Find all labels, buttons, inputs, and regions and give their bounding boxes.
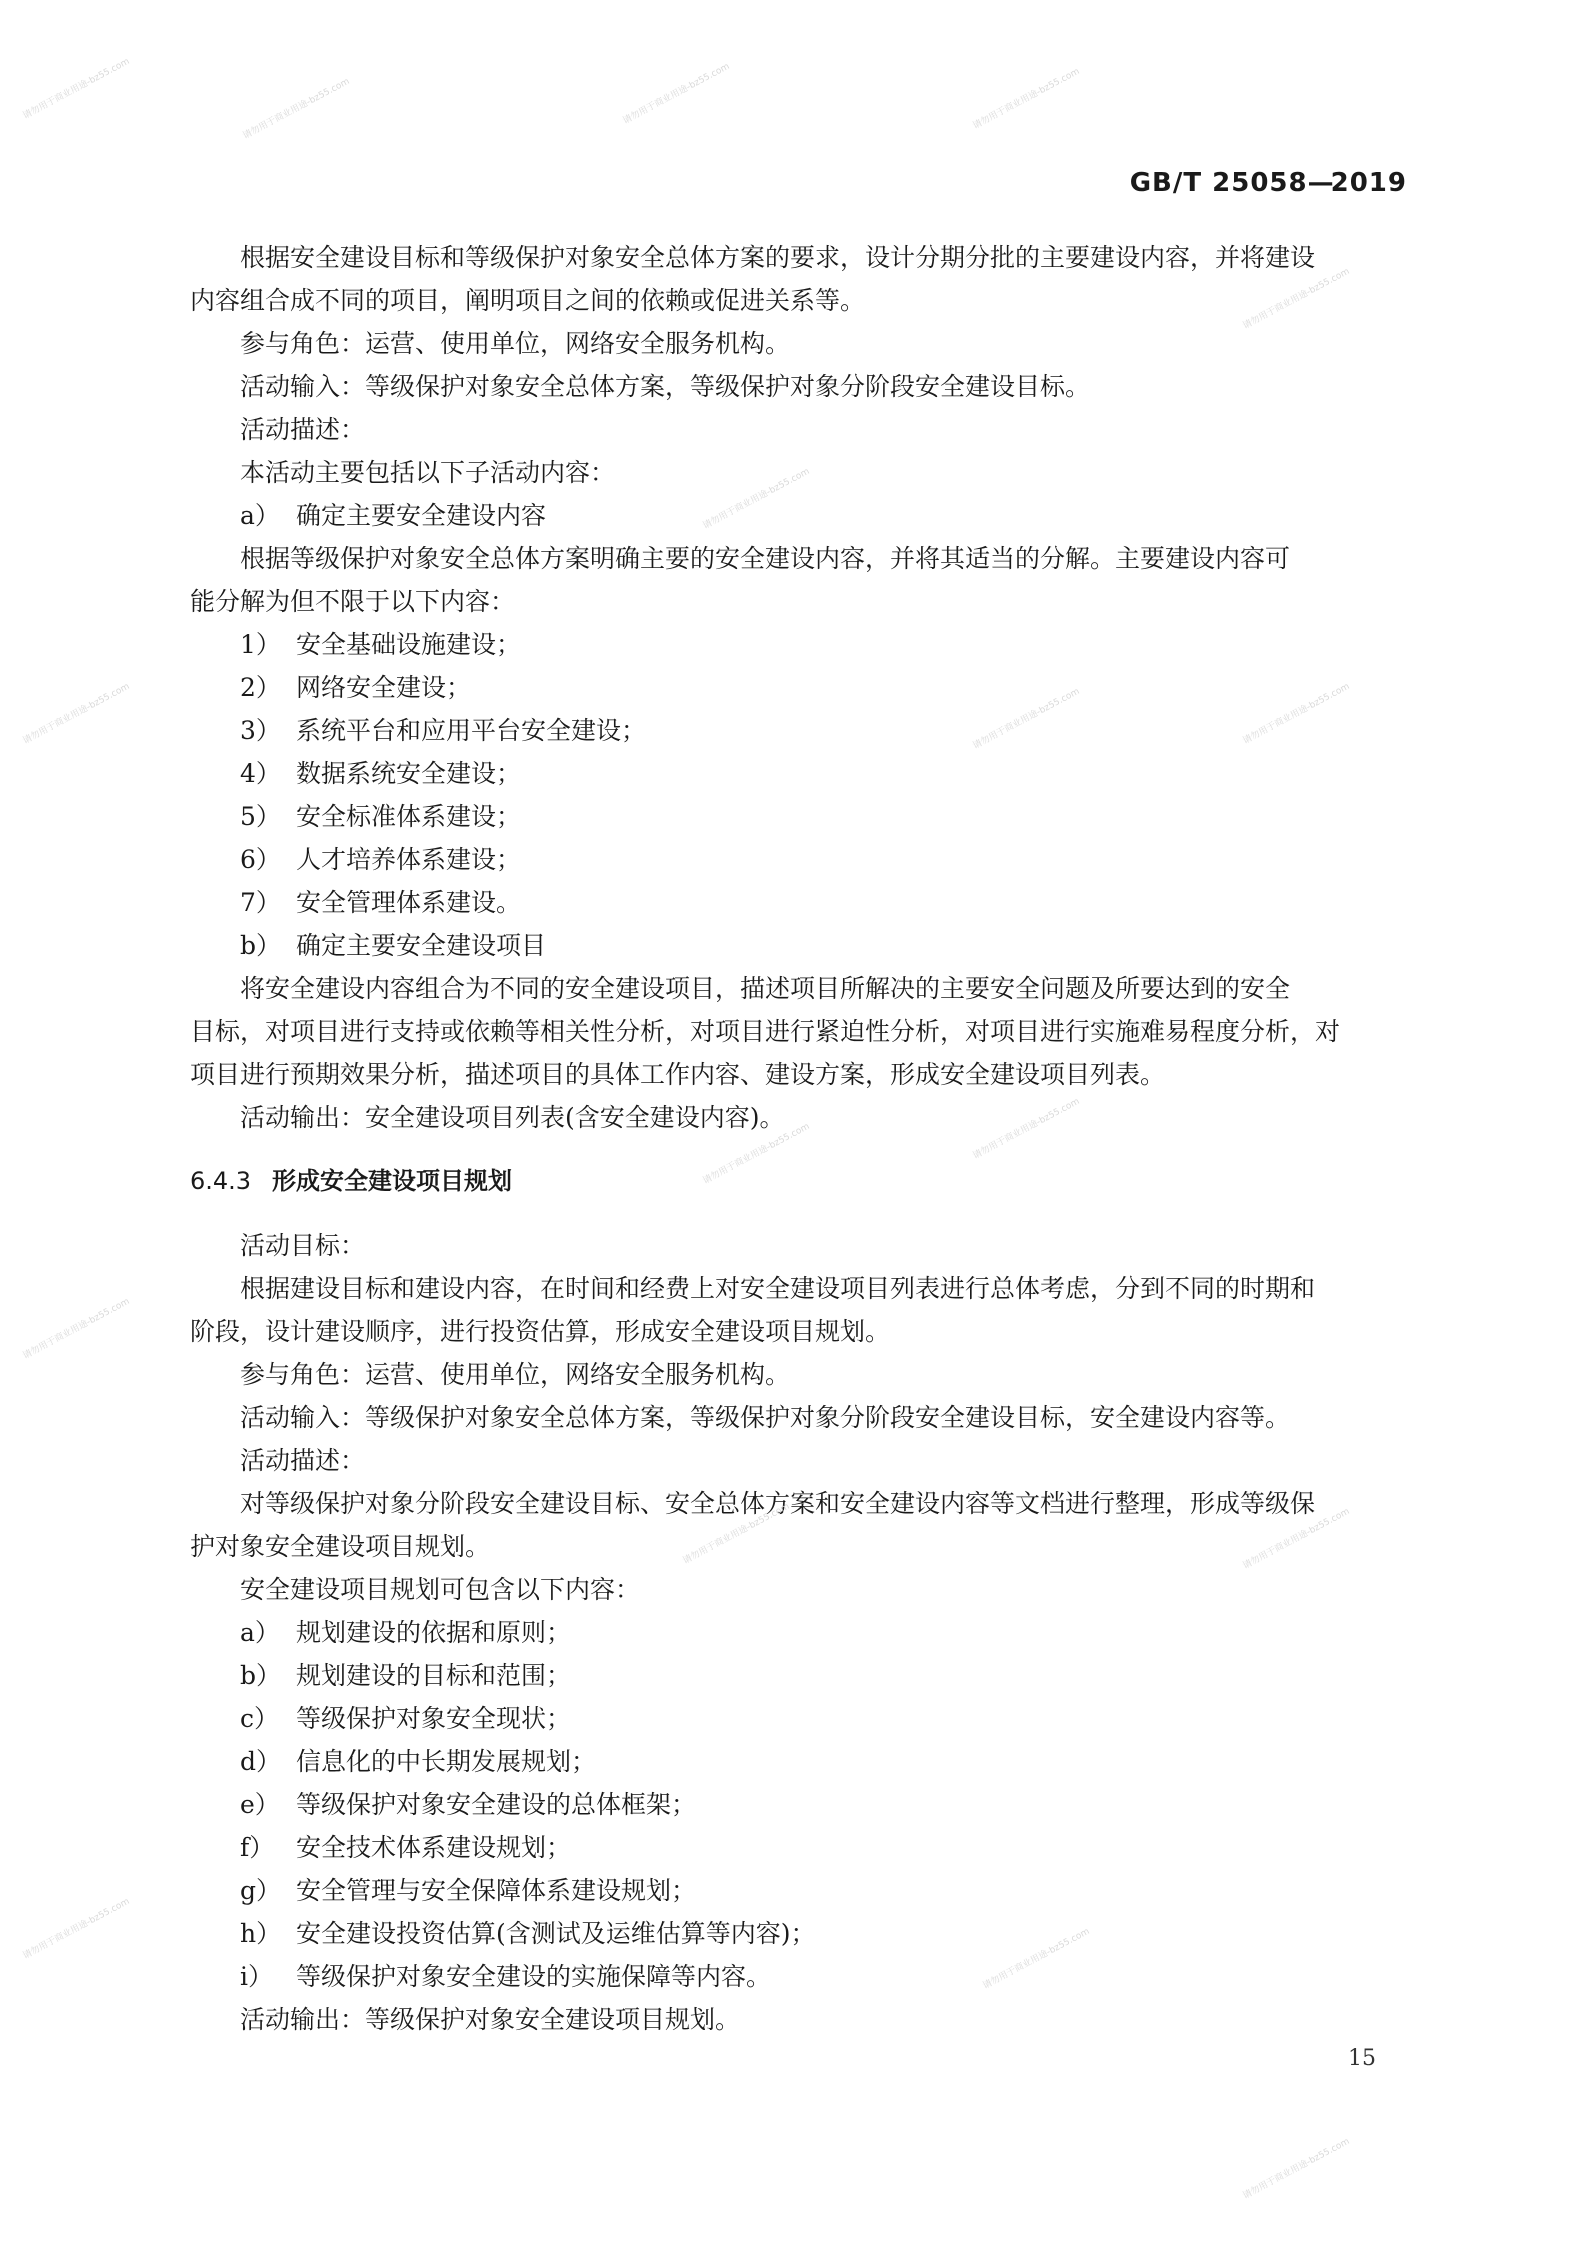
- list-marker: 1）: [240, 630, 281, 659]
- plan-intro: 安全建设项目规划可包含以下内容：: [240, 1575, 641, 1604]
- list-marker: 6）: [240, 845, 281, 874]
- watermark: 请勿用于商业用途-bz55.com: [1241, 266, 1352, 332]
- list-marker: 4）: [240, 759, 281, 788]
- list-marker: a）: [240, 1618, 280, 1647]
- list-text: 数据系统安全建设；: [296, 759, 522, 788]
- standard-code: 25058: [1212, 168, 1308, 198]
- watermark: 请勿用于商业用途-bz55.com: [971, 686, 1082, 752]
- list-item: [240, 1783, 696, 1826]
- subactivity-b-line2: 目标，对项目进行支持或依赖等相关性分析，对项目进行紧迫性分析，对项目进行实施难易程度分析，对: [190, 1017, 1341, 1046]
- subactivity-a: [240, 494, 546, 537]
- list-marker: i）: [240, 1962, 273, 1991]
- list-text: 网络安全建设；: [296, 673, 472, 702]
- list-marker: c）: [240, 1704, 280, 1733]
- watermark: 请勿用于商业用途-bz55.com: [21, 681, 132, 747]
- watermark: 请勿用于商业用途-bz55.com: [701, 1121, 812, 1187]
- description-line1: 对等级保护对象分阶段安全建设目标、安全总体方案和安全建设内容等文档进行整理，形成等级保: [240, 1489, 1316, 1518]
- section-title: 形成安全建设项目规划: [272, 1167, 512, 1195]
- standard-year: 2019: [1330, 168, 1407, 198]
- list-text: 安全基础设施建设；: [296, 630, 522, 659]
- list-marker: f）: [240, 1833, 275, 1862]
- list-item: [240, 1912, 816, 1955]
- list-item: [240, 1869, 696, 1912]
- watermark: 请勿用于商业用途-bz55.com: [971, 1096, 1082, 1162]
- list-item: [240, 623, 521, 666]
- roles-paragraph: 参与角色：运营、使用单位，网络安全服务机构。: [240, 329, 791, 358]
- list-text: 系统平台和应用平台安全建设；: [296, 716, 647, 745]
- list-item: [240, 1740, 596, 1783]
- subactivity-a-line2: 能分解为但不限于以下内容：: [190, 587, 516, 616]
- subactivity-a-line1: 根据等级保护对象安全总体方案明确主要的安全建设内容，并将其适当的分解。主要建设内容可: [240, 544, 1291, 573]
- watermark: 请勿用于商业用途-bz55.com: [681, 1501, 792, 1567]
- list-text: 安全建设投资估算(含测试及运维估算等内容)；: [296, 1919, 816, 1948]
- standard-prefix: GB/T: [1129, 168, 1203, 198]
- list-marker: 7）: [240, 888, 281, 917]
- section-number: 6.4.3: [190, 1167, 252, 1195]
- list-marker: b）: [240, 1661, 282, 1690]
- output-paragraph: 活动输出：安全建设项目列表(含安全建设内容)。: [240, 1103, 785, 1132]
- list-text: 人才培养体系建设；: [296, 845, 522, 874]
- list-item: [240, 1697, 571, 1740]
- list-marker: h）: [240, 1919, 282, 1948]
- list-item: [240, 795, 521, 838]
- intro-paragraph-line1: 根据安全建设目标和等级保护对象安全总体方案的要求，设计分期分批的主要建设内容，并将建设: [240, 243, 1316, 272]
- description-label: 活动描述：: [240, 415, 366, 444]
- page-number: 15: [1348, 2046, 1376, 2071]
- watermark: 请勿用于商业用途-bz55.com: [971, 66, 1082, 132]
- watermark: 请勿用于商业用途-bz55.com: [21, 1896, 132, 1962]
- inputs-paragraph-2: 活动输入：等级保护对象安全总体方案，等级保护对象分阶段安全建设目标，安全建设内容等。: [240, 1403, 1291, 1432]
- subactivity-b-marker: b）: [240, 931, 282, 960]
- subactivity-b: [240, 924, 546, 967]
- list-text: 安全管理与安全保障体系建设规划；: [296, 1876, 697, 1905]
- description-label-2: 活动描述：: [240, 1446, 366, 1475]
- list-item: [240, 1654, 571, 1697]
- list-text: 等级保护对象安全建设的总体框架；: [296, 1790, 697, 1819]
- list-item: [240, 666, 471, 709]
- standard-number: [1130, 168, 1407, 198]
- list-text: 等级保护对象安全建设的实施保障等内容。: [296, 1962, 772, 1991]
- list-text: 安全管理体系建设。: [296, 888, 522, 917]
- watermark: 请勿用于商业用途-bz55.com: [1241, 2136, 1352, 2202]
- list-item: [240, 709, 646, 752]
- subactivity-b-title: 确定主要安全建设项目: [296, 931, 547, 960]
- watermark: 请勿用于商业用途-bz55.com: [1241, 1506, 1352, 1572]
- inputs-paragraph: 活动输入：等级保护对象安全总体方案，等级保护对象分阶段安全建设目标。: [240, 372, 1091, 401]
- list-text: 信息化的中长期发展规划；: [296, 1747, 597, 1776]
- list-marker: d）: [240, 1747, 282, 1776]
- section-heading: [190, 1160, 512, 1203]
- goal-label: 活动目标：: [240, 1231, 366, 1260]
- goal-line2: 阶段，设计建设顺序，进行投资估算，形成安全建设项目规划。: [190, 1317, 891, 1346]
- list-marker: g）: [240, 1876, 282, 1905]
- intro-paragraph-line2: 内容组合成不同的项目，阐明项目之间的依赖或促进关系等。: [190, 286, 866, 315]
- subactivity-b-line1: 将安全建设内容组合为不同的安全建设项目，描述项目所解决的主要安全问题及所要达到的安全: [240, 974, 1291, 1003]
- description-intro: 本活动主要包括以下子活动内容：: [240, 458, 616, 487]
- description-line2: 护对象安全建设项目规划。: [190, 1532, 491, 1561]
- list-item: [240, 838, 521, 881]
- list-marker: 2）: [240, 673, 281, 702]
- watermark: 请勿用于商业用途-bz55.com: [981, 1926, 1092, 1992]
- standard-separator: —: [1307, 168, 1331, 198]
- watermark: 请勿用于商业用途-bz55.com: [701, 466, 812, 532]
- list-text: 等级保护对象安全现状；: [296, 1704, 572, 1733]
- watermark: 请勿用于商业用途-bz55.com: [21, 1296, 132, 1362]
- watermark: 请勿用于商业用途-bz55.com: [621, 61, 732, 127]
- list-text: 安全标准体系建设；: [296, 802, 522, 831]
- list-text: 规划建设的目标和范围；: [296, 1661, 572, 1690]
- watermark: 请勿用于商业用途-bz55.com: [241, 76, 352, 142]
- goal-line1: 根据建设目标和建设内容，在时间和经费上对安全建设项目列表进行总体考虑，分到不同的时期和: [240, 1274, 1316, 1303]
- list-marker: 5）: [240, 802, 281, 831]
- subactivity-b-line3: 项目进行预期效果分析，描述项目的具体工作内容、建设方案，形成安全建设项目列表。: [190, 1060, 1166, 1089]
- roles-paragraph-2: 参与角色：运营、使用单位，网络安全服务机构。: [240, 1360, 791, 1389]
- list-item: [240, 1611, 571, 1654]
- list-item: [240, 881, 521, 924]
- watermark: 请勿用于商业用途-bz55.com: [1241, 681, 1352, 747]
- list-marker: 3）: [240, 716, 281, 745]
- list-item: [240, 1955, 771, 1998]
- list-item: [240, 1826, 571, 1869]
- subactivity-a-marker: a）: [240, 501, 280, 530]
- list-marker: e）: [240, 1790, 280, 1819]
- list-text: 安全技术体系建设规划；: [296, 1833, 572, 1862]
- watermark: 请勿用于商业用途-bz55.com: [21, 56, 132, 122]
- list-item: [240, 752, 521, 795]
- list-text: 规划建设的依据和原则；: [296, 1618, 572, 1647]
- subactivity-a-title: 确定主要安全建设内容: [296, 501, 547, 530]
- output-paragraph-2: 活动输出：等级保护对象安全建设项目规划。: [240, 2005, 741, 2034]
